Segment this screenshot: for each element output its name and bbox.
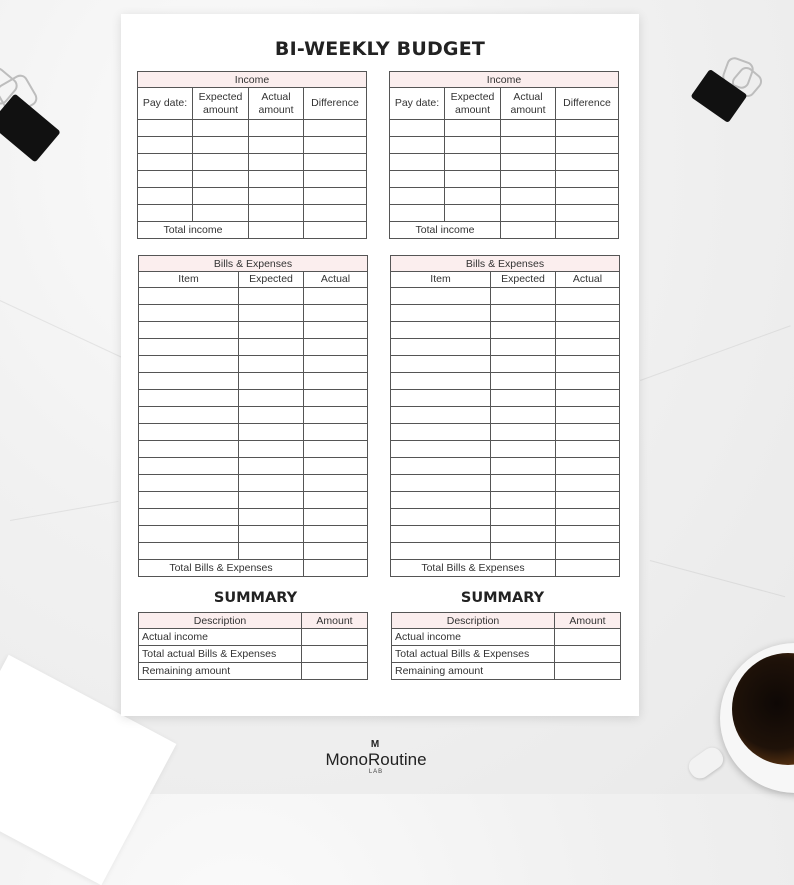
bill-row bbox=[391, 543, 620, 560]
income-cell[interactable] bbox=[556, 205, 619, 222]
bill-cell[interactable] bbox=[239, 305, 304, 322]
income-table-right bbox=[389, 71, 619, 239]
bill-cell[interactable] bbox=[239, 407, 304, 424]
income-cell[interactable] bbox=[556, 154, 619, 171]
bill-cell[interactable] bbox=[304, 288, 368, 305]
income-cell[interactable] bbox=[249, 171, 304, 188]
marble-vein bbox=[0, 300, 127, 360]
bill-cell[interactable] bbox=[491, 322, 556, 339]
bill-cell[interactable] bbox=[139, 492, 239, 509]
bill-row bbox=[391, 526, 620, 543]
bill-cell[interactable] bbox=[491, 356, 556, 373]
summary-row-label: Total actual Bills & Expenses bbox=[392, 646, 555, 663]
income-cell[interactable] bbox=[501, 171, 556, 188]
bill-cell[interactable] bbox=[391, 373, 491, 390]
col-actual-amount: Actual amount bbox=[249, 88, 304, 120]
bill-row bbox=[139, 424, 368, 441]
marble-vein bbox=[640, 325, 791, 381]
total-income-difference[interactable] bbox=[556, 222, 619, 239]
bill-cell[interactable] bbox=[391, 509, 491, 526]
bill-cell[interactable] bbox=[491, 526, 556, 543]
income-cell[interactable] bbox=[304, 171, 367, 188]
income-cell[interactable] bbox=[501, 120, 556, 137]
summary-amount-cell[interactable] bbox=[555, 663, 621, 680]
bill-cell[interactable] bbox=[556, 356, 620, 373]
income-cell[interactable] bbox=[304, 205, 367, 222]
total-income-label: Total income bbox=[390, 222, 501, 239]
income-cell[interactable] bbox=[249, 188, 304, 205]
summary-title: SUMMARY bbox=[213, 590, 298, 606]
income-cell[interactable] bbox=[445, 154, 501, 171]
bill-row bbox=[391, 509, 620, 526]
bill-row bbox=[139, 492, 368, 509]
bill-cell[interactable] bbox=[139, 543, 239, 560]
bill-row bbox=[391, 407, 620, 424]
brand-logo: MonoRoutine bbox=[325, 750, 427, 769]
bill-row bbox=[139, 356, 368, 373]
bill-cell[interactable] bbox=[304, 322, 368, 339]
bill-row bbox=[139, 305, 368, 322]
income-cell[interactable] bbox=[193, 171, 249, 188]
summary-table-left bbox=[138, 612, 368, 680]
income-cell[interactable] bbox=[193, 188, 249, 205]
summary-row-label: Actual income bbox=[139, 629, 302, 646]
bill-cell[interactable] bbox=[491, 475, 556, 492]
bill-cell[interactable] bbox=[391, 492, 491, 509]
bill-cell[interactable] bbox=[391, 441, 491, 458]
bill-cell[interactable] bbox=[491, 441, 556, 458]
bill-cell[interactable] bbox=[139, 526, 239, 543]
bill-cell[interactable] bbox=[239, 458, 304, 475]
income-cell[interactable] bbox=[138, 154, 193, 171]
col-expected-amount: Expected amount bbox=[193, 88, 249, 120]
bill-cell[interactable] bbox=[239, 288, 304, 305]
bill-cell[interactable] bbox=[239, 356, 304, 373]
income-cell[interactable] bbox=[501, 137, 556, 154]
bill-cell[interactable] bbox=[491, 390, 556, 407]
col-pay-date: Pay date: bbox=[138, 88, 193, 120]
summary-amount-cell[interactable] bbox=[555, 646, 621, 663]
bill-cell[interactable] bbox=[139, 390, 239, 407]
bill-cell[interactable] bbox=[239, 492, 304, 509]
bill-row bbox=[139, 288, 368, 305]
income-cell[interactable] bbox=[249, 137, 304, 154]
marble-vein bbox=[650, 560, 785, 597]
col-description: Description bbox=[392, 613, 555, 629]
bill-row bbox=[391, 475, 620, 492]
income-cell[interactable] bbox=[390, 205, 445, 222]
page-title: BI-WEEKLY BUDGET bbox=[274, 38, 486, 60]
bill-cell[interactable] bbox=[491, 492, 556, 509]
income-cell[interactable] bbox=[445, 137, 501, 154]
bill-cell[interactable] bbox=[391, 475, 491, 492]
bill-cell[interactable] bbox=[304, 526, 368, 543]
bill-row bbox=[391, 424, 620, 441]
coffee-cup-icon bbox=[720, 643, 794, 793]
income-table-left bbox=[137, 71, 367, 239]
bill-row bbox=[139, 543, 368, 560]
income-cell[interactable] bbox=[138, 205, 193, 222]
total-income-difference[interactable] bbox=[304, 222, 367, 239]
bill-cell[interactable] bbox=[556, 509, 620, 526]
col-expected: Expected bbox=[491, 272, 556, 288]
col-expected-amount: Expected amount bbox=[445, 88, 501, 120]
summary-title: SUMMARY bbox=[460, 590, 545, 606]
bill-cell[interactable] bbox=[391, 407, 491, 424]
income-cell[interactable] bbox=[193, 120, 249, 137]
income-cell[interactable] bbox=[249, 120, 304, 137]
bill-cell[interactable] bbox=[491, 373, 556, 390]
bill-row bbox=[391, 390, 620, 407]
total-bills-actual[interactable] bbox=[304, 560, 368, 577]
bill-cell[interactable] bbox=[139, 475, 239, 492]
bills-table-left bbox=[138, 255, 368, 577]
bill-cell[interactable] bbox=[239, 322, 304, 339]
total-bills-label: Total Bills & Expenses bbox=[391, 560, 556, 577]
bill-cell[interactable] bbox=[491, 458, 556, 475]
income-cell[interactable] bbox=[138, 188, 193, 205]
summary-amount-cell[interactable] bbox=[302, 646, 368, 663]
bill-cell[interactable] bbox=[139, 458, 239, 475]
summary-row-label: Total actual Bills & Expenses bbox=[139, 646, 302, 663]
summary-table-right bbox=[391, 612, 621, 680]
col-amount: Amount bbox=[302, 613, 368, 629]
bill-cell[interactable] bbox=[304, 509, 368, 526]
bill-cell[interactable] bbox=[239, 475, 304, 492]
cup-handle bbox=[685, 744, 727, 783]
bill-cell[interactable] bbox=[391, 339, 491, 356]
income-header: Income bbox=[138, 72, 367, 88]
bill-cell[interactable] bbox=[139, 509, 239, 526]
bill-cell[interactable] bbox=[391, 390, 491, 407]
bill-cell[interactable] bbox=[304, 458, 368, 475]
income-header: Income bbox=[390, 72, 619, 88]
bill-row bbox=[139, 509, 368, 526]
bill-cell[interactable] bbox=[239, 424, 304, 441]
income-cell[interactable] bbox=[556, 137, 619, 154]
bill-row bbox=[391, 339, 620, 356]
income-cell[interactable] bbox=[556, 171, 619, 188]
col-pay-date: Pay date: bbox=[390, 88, 445, 120]
income-cell[interactable] bbox=[193, 137, 249, 154]
income-cell[interactable] bbox=[390, 188, 445, 205]
bill-cell[interactable] bbox=[556, 441, 620, 458]
bill-cell[interactable] bbox=[556, 339, 620, 356]
bill-cell[interactable] bbox=[391, 424, 491, 441]
bill-cell[interactable] bbox=[556, 373, 620, 390]
summary-row-label: Remaining amount bbox=[139, 663, 302, 680]
bill-cell[interactable] bbox=[139, 407, 239, 424]
income-cell[interactable] bbox=[304, 120, 367, 137]
summary-row-label: Actual income bbox=[392, 629, 555, 646]
bill-row bbox=[139, 373, 368, 390]
bill-row bbox=[391, 288, 620, 305]
bill-cell[interactable] bbox=[391, 288, 491, 305]
bill-cell[interactable] bbox=[139, 305, 239, 322]
bills-header: Bills & Expenses bbox=[391, 256, 620, 272]
income-cell[interactable] bbox=[501, 154, 556, 171]
bill-cell[interactable] bbox=[391, 543, 491, 560]
bill-row bbox=[139, 458, 368, 475]
bill-cell[interactable] bbox=[491, 509, 556, 526]
bill-cell[interactable] bbox=[304, 492, 368, 509]
bill-cell[interactable] bbox=[491, 288, 556, 305]
income-cell[interactable] bbox=[304, 154, 367, 171]
bill-cell[interactable] bbox=[491, 543, 556, 560]
bill-row bbox=[139, 526, 368, 543]
bill-cell[interactable] bbox=[556, 407, 620, 424]
income-cell[interactable] bbox=[445, 120, 501, 137]
income-cell[interactable] bbox=[138, 120, 193, 137]
bill-cell[interactable] bbox=[139, 322, 239, 339]
col-actual-amount: Actual amount bbox=[501, 88, 556, 120]
bill-cell[interactable] bbox=[556, 526, 620, 543]
col-item: Item bbox=[139, 272, 239, 288]
bill-cell[interactable] bbox=[556, 322, 620, 339]
col-actual: Actual bbox=[304, 272, 368, 288]
bill-cell[interactable] bbox=[304, 424, 368, 441]
income-cell[interactable] bbox=[556, 120, 619, 137]
income-cell[interactable] bbox=[390, 171, 445, 188]
bill-cell[interactable] bbox=[556, 543, 620, 560]
bill-cell[interactable] bbox=[139, 339, 239, 356]
income-cell[interactable] bbox=[390, 137, 445, 154]
bill-cell[interactable] bbox=[239, 441, 304, 458]
total-income-actual[interactable] bbox=[249, 222, 304, 239]
total-bills-actual[interactable] bbox=[556, 560, 620, 577]
col-difference: Difference bbox=[304, 88, 367, 120]
bill-cell[interactable] bbox=[556, 424, 620, 441]
bill-cell[interactable] bbox=[391, 305, 491, 322]
income-cell[interactable] bbox=[193, 154, 249, 171]
bill-row bbox=[139, 407, 368, 424]
bill-row bbox=[391, 305, 620, 322]
bill-cell[interactable] bbox=[556, 458, 620, 475]
bills-table-right bbox=[390, 255, 620, 577]
bill-cell[interactable] bbox=[556, 492, 620, 509]
bill-row bbox=[391, 458, 620, 475]
bill-cell[interactable] bbox=[304, 475, 368, 492]
col-actual: Actual bbox=[556, 272, 620, 288]
income-cell[interactable] bbox=[138, 137, 193, 154]
bill-cell[interactable] bbox=[139, 424, 239, 441]
income-cell[interactable] bbox=[445, 205, 501, 222]
bill-cell[interactable] bbox=[304, 373, 368, 390]
summary-amount-cell[interactable] bbox=[555, 629, 621, 646]
bill-row bbox=[391, 373, 620, 390]
income-cell[interactable] bbox=[445, 188, 501, 205]
income-cell[interactable] bbox=[304, 188, 367, 205]
total-income-actual[interactable] bbox=[501, 222, 556, 239]
bill-row bbox=[139, 339, 368, 356]
bill-cell[interactable] bbox=[556, 390, 620, 407]
bill-cell[interactable] bbox=[239, 526, 304, 543]
bill-cell[interactable] bbox=[556, 305, 620, 322]
binder-clip-left-icon bbox=[0, 70, 70, 170]
bill-row bbox=[139, 322, 368, 339]
bill-cell[interactable] bbox=[239, 543, 304, 560]
income-cell[interactable] bbox=[249, 205, 304, 222]
col-description: Description bbox=[139, 613, 302, 629]
bill-cell[interactable] bbox=[304, 339, 368, 356]
brand-mark-icon: M bbox=[370, 739, 380, 750]
bill-cell[interactable] bbox=[491, 407, 556, 424]
bill-cell[interactable] bbox=[304, 543, 368, 560]
bill-row bbox=[391, 356, 620, 373]
bill-cell[interactable] bbox=[556, 475, 620, 492]
bill-cell[interactable] bbox=[391, 322, 491, 339]
income-cell[interactable] bbox=[556, 188, 619, 205]
col-amount: Amount bbox=[555, 613, 621, 629]
summary-amount-cell[interactable] bbox=[302, 663, 368, 680]
bill-cell[interactable] bbox=[491, 339, 556, 356]
bill-cell[interactable] bbox=[139, 373, 239, 390]
bill-cell[interactable] bbox=[139, 288, 239, 305]
bill-cell[interactable] bbox=[239, 373, 304, 390]
coffee bbox=[732, 653, 794, 765]
bill-cell[interactable] bbox=[239, 509, 304, 526]
income-cell[interactable] bbox=[390, 120, 445, 137]
income-cell[interactable] bbox=[249, 154, 304, 171]
col-difference: Difference bbox=[556, 88, 619, 120]
total-income-label: Total income bbox=[138, 222, 249, 239]
brand-sub: LAB bbox=[368, 769, 384, 775]
income-cell[interactable] bbox=[445, 171, 501, 188]
bill-cell[interactable] bbox=[391, 458, 491, 475]
bill-row bbox=[391, 441, 620, 458]
bill-row bbox=[391, 322, 620, 339]
bill-cell[interactable] bbox=[139, 356, 239, 373]
binder-clip-right-icon bbox=[690, 55, 770, 135]
bill-cell[interactable] bbox=[391, 526, 491, 543]
marble-vein bbox=[10, 501, 119, 521]
income-cell[interactable] bbox=[193, 205, 249, 222]
summary-row-label: Remaining amount bbox=[392, 663, 555, 680]
bill-row bbox=[139, 441, 368, 458]
bill-cell[interactable] bbox=[304, 390, 368, 407]
income-cell[interactable] bbox=[390, 154, 445, 171]
col-item: Item bbox=[391, 272, 491, 288]
bill-cell[interactable] bbox=[304, 441, 368, 458]
bill-row bbox=[139, 390, 368, 407]
bills-header: Bills & Expenses bbox=[139, 256, 368, 272]
bill-cell[interactable] bbox=[556, 288, 620, 305]
bill-row bbox=[391, 492, 620, 509]
col-expected: Expected bbox=[239, 272, 304, 288]
bill-cell[interactable] bbox=[239, 390, 304, 407]
bill-cell[interactable] bbox=[391, 356, 491, 373]
bill-cell[interactable] bbox=[304, 356, 368, 373]
income-cell[interactable] bbox=[138, 171, 193, 188]
bill-cell[interactable] bbox=[239, 339, 304, 356]
income-cell[interactable] bbox=[304, 137, 367, 154]
bill-cell[interactable] bbox=[139, 441, 239, 458]
bill-cell[interactable] bbox=[491, 305, 556, 322]
bill-row bbox=[139, 475, 368, 492]
income-cell[interactable] bbox=[501, 188, 556, 205]
summary-amount-cell[interactable] bbox=[302, 629, 368, 646]
income-cell[interactable] bbox=[501, 205, 556, 222]
bill-cell[interactable] bbox=[491, 424, 556, 441]
bill-cell[interactable] bbox=[304, 305, 368, 322]
bill-cell[interactable] bbox=[304, 407, 368, 424]
budget-sheet bbox=[121, 14, 639, 716]
total-bills-label: Total Bills & Expenses bbox=[139, 560, 304, 577]
